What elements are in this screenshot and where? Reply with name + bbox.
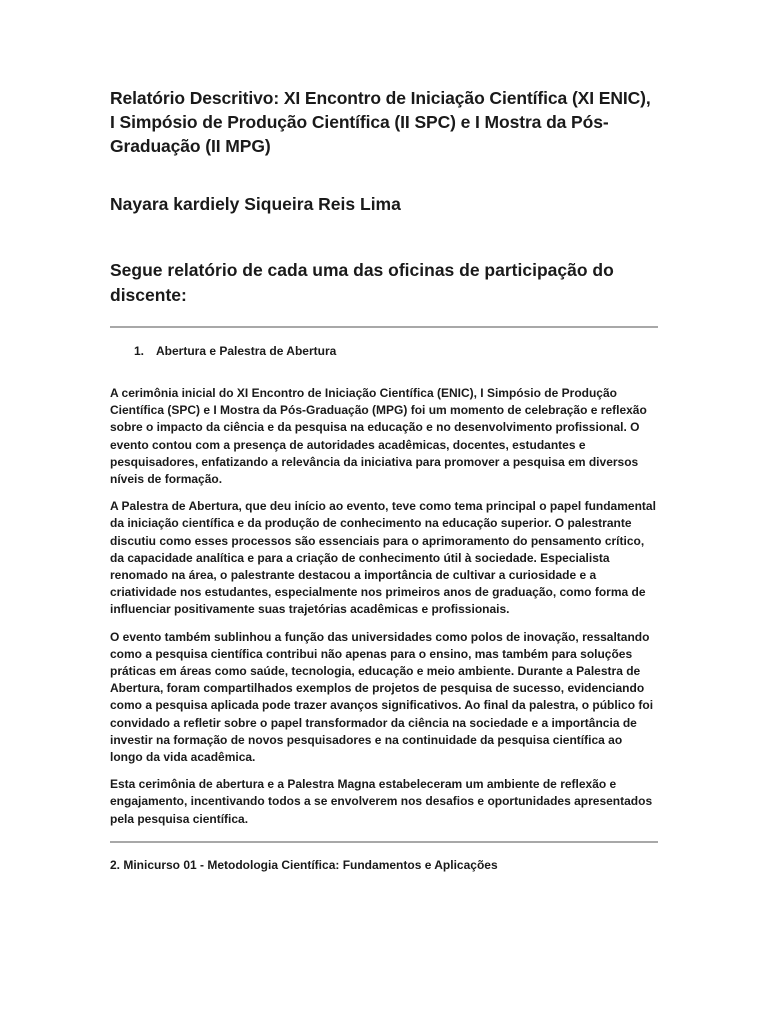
paragraph: O evento também sublinhou a função das universidades como polos de inovação, ressaltando como a pesquisa científica contribui não apenas para o ensino, mas também para soluções práticas em áreas como saúde, tecnologia, educação e meio ambiente. Durante a Palestra de Abertura, foram compartilhados exemplos de projetos de pesquisa de sucesso, evidenciando como a pesquisa aplicada pode trazer avanços significativos. Ao final da palestra, o público foi convidado a refletir sobre o papel transformador da ciência na sociedade e a importância de investir na formação de novos pesquisadores e na continuidade da pesquisa científica ao longo da vida acadêmica. [110, 629, 654, 765]
divider [110, 326, 658, 328]
paragraph: Esta cerimônia de abertura e a Palestra Magna estabeleceram um ambiente de reflexão e engajamento, incentivando todos a se envolverem nos desafios e oportunidades apresentados pela pesquisa científica. [110, 777, 653, 826]
section-number: 1. [134, 344, 145, 358]
intro-heading: Segue relatório de cada uma das oficinas de participação do discente: [110, 260, 614, 305]
document-title: Relatório Descritivo: XI Encontro de Iniciação Científica (XI ENIC), I Simpósio de Produção Científica (II SPC) e I Mostra da Pós-Graduação (II MPG) [110, 88, 651, 156]
document-page [110, 86, 658, 873]
paragraph: A Palestra de Abertura, que deu início ao evento, teve como tema principal o papel fundamental da iniciação científica e da produção de conhecimento na educação superior. O palestrante discutiu como esses processos são essenciais para o aprimoramento do pensamento crítico, da capacidade analítica e para a criação de conhecimento útil à sociedade. Especialista renomado na área, o palestrante destacou a importância de cultivar a curiosidade e a criatividade nos estudantes, especialmente nos primeiros anos de graduação, como forma de influenciar positivamente suas trajetórias acadêmicas e profissionais. [110, 499, 656, 617]
paragraph: A cerimônia inicial do XI Encontro de Iniciação Científica (ENIC), I Simpósio de Produção Científica (SPC) e I Mostra da Pós-Graduação (MPG) foi um momento de celebração e reflexão sobre o impacto da ciência e da pesquisa na educação e no desenvolvimento profissional. O evento contou com a presença de autoridades acadêmicas, docentes, estudantes e pesquisadores, enfatizando a relevância da iniciativa para promover a pesquisa em diversos níveis de formação. [110, 386, 647, 487]
divider [110, 841, 658, 843]
section-title: Abertura e Palestra de Abertura [156, 344, 337, 358]
section-heading: 2. Minicurso 01 - Metodologia Científica: Fundamentos e Aplicações [110, 857, 498, 872]
section-heading [134, 343, 658, 359]
author-name: Nayara kardiely Siqueira Reis Lima [110, 194, 401, 214]
